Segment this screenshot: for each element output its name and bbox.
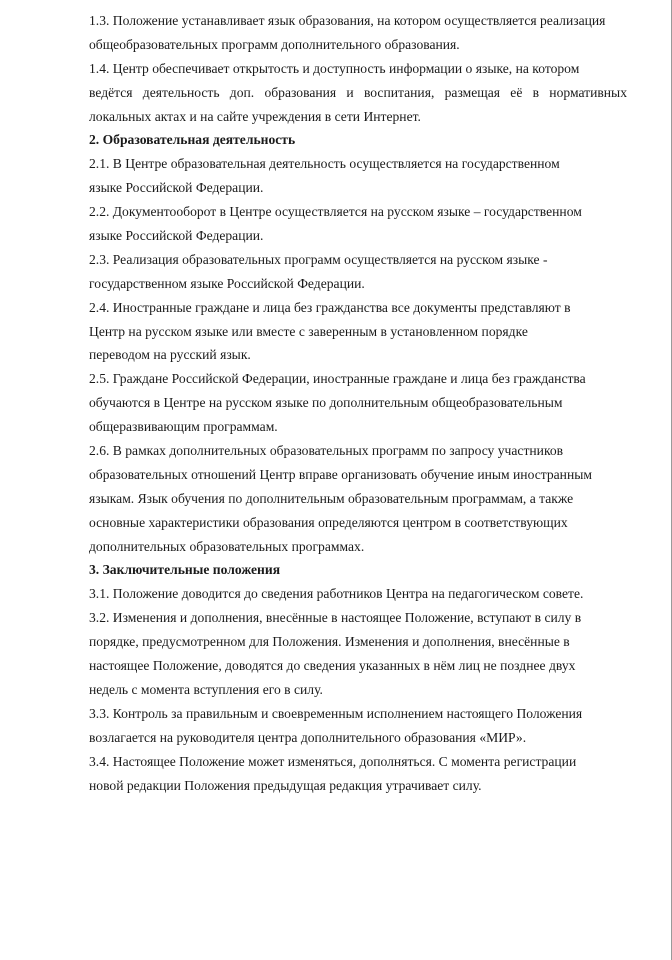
text-line: 2.6. В рамках дополнительных образовательных программ по запросу участников	[89, 443, 564, 459]
text-line: 1.4. Центр обеспечивает открытость и доступность информации о языке, на котором	[89, 60, 580, 76]
paragraph-2-4	[89, 296, 629, 368]
text-line: возлагается на руководителя центра дополнительного образования «МИР».	[89, 729, 527, 745]
text-line: основные характеристики образования определяются центром в соответствующих	[89, 514, 568, 530]
text-line: 3.4. Настоящее Положение может изменяться, дополняться. С момента регистрации	[89, 753, 577, 769]
text-line: 3.2. Изменения и дополнения, внесённые в настоящее Положение, вступают в силу в	[89, 610, 582, 626]
paragraph-3-4	[89, 750, 629, 798]
text-line: локальных актах и на сайте учреждения в сети Интернет.	[89, 108, 421, 124]
text-line: дополнительных образовательных программах.	[89, 538, 365, 554]
paragraph-1-3	[89, 9, 629, 57]
text-line: недель с момента вступления его в силу.	[89, 681, 323, 697]
text-line: 3.1. Положение доводится до сведения работников Центра на педагогическом совете.	[89, 586, 584, 602]
text-line: ведётся деятельность доп. образования и воспитания, размещая её в нормативных	[89, 84, 627, 100]
section-heading-3: 3. Заключительные положения	[89, 562, 281, 578]
paragraph-1-4	[89, 57, 629, 129]
text-line: образовательных отношений Центр вправе организовать обучение иным иностранным	[89, 466, 592, 482]
paragraph-3-2	[89, 606, 629, 702]
paragraph-2-2	[89, 200, 629, 248]
text-line: 2.5. Граждане Российской Федерации, иностранные граждане и лица без гражданства	[89, 371, 586, 387]
text-line: 2.4. Иностранные граждане и лица без гражданства все документы представляют в	[89, 299, 571, 315]
text-line: государственном языке Российской Федерации.	[89, 275, 365, 291]
paragraph-3-3	[89, 702, 629, 750]
text-line: 2.2. Документооборот в Центре осуществляется на русском языке – государственном	[89, 204, 582, 220]
text-line: языке Российской Федерации.	[89, 180, 264, 196]
text-line: обучаются в Центре на русском языке по дополнительным общеобразовательным	[89, 395, 563, 411]
paragraph-3-1	[89, 582, 629, 606]
text-line: новой редакции Положения предыдущая редакция утрачивает силу.	[89, 777, 482, 793]
text-line: переводом на русский язык.	[89, 347, 251, 363]
text-line: 2.3. Реализация образовательных программ осуществляется на русском языке -	[89, 251, 548, 267]
paragraph-2-3	[89, 248, 629, 296]
text-line: настоящее Положение, доводятся до сведения указанных в нём лиц не позднее двух	[89, 658, 576, 674]
text-line: языкам. Язык обучения по дополнительным образовательным программам, а также	[89, 490, 574, 506]
text-line: 2.1. В Центре образовательная деятельность осуществляется на государственном	[89, 156, 560, 172]
paragraph-2-5	[89, 367, 629, 439]
paragraph-2-1	[89, 152, 629, 200]
section-heading-2: 2. Образовательная деятельность	[89, 132, 296, 148]
text-line: общеразвивающим программам.	[89, 419, 278, 435]
text-line: 3.3. Контроль за правильным и своевременным исполнением настоящего Положения	[89, 705, 583, 721]
text-line: 1.3. Положение устанавливает язык образования, на котором осуществляется реализация	[89, 13, 606, 28]
text-line: языке Российской Федерации.	[89, 228, 264, 244]
paragraph-2-6	[89, 439, 629, 558]
text-line: порядке, предусмотренном для Положения. Изменения и дополнения, внесённые в	[89, 634, 570, 650]
text-line: Центр на русском языке или вместе с заверенным в установленном порядке	[89, 323, 528, 339]
text-line: общеобразовательных программ дополнительного образования.	[89, 36, 460, 52]
document-body	[89, 9, 629, 797]
